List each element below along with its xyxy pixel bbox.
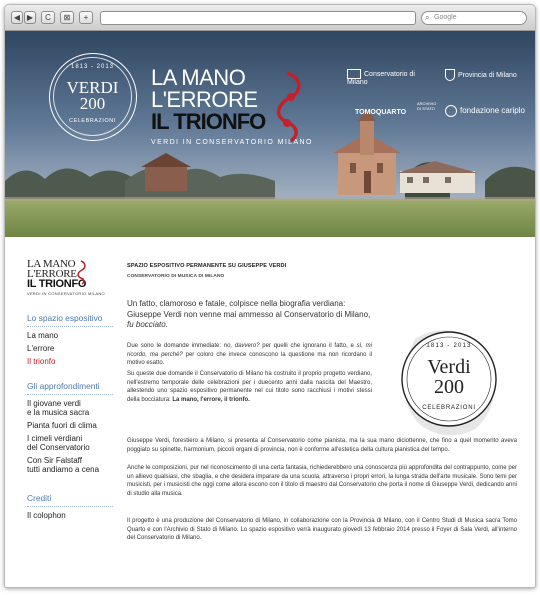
sidebar-logo-line2: L'ERRORE — [27, 268, 77, 280]
nav-item-colophon[interactable]: Il colophon — [27, 511, 66, 520]
tabs-button[interactable]: ⊠ — [60, 11, 74, 24]
nav-item-errore[interactable]: L'errore — [27, 344, 55, 353]
sidebar-logo-line1: LA MANO — [27, 258, 76, 270]
article-paragraph-3: Giuseppe Verdi, forestiero a Milano, si presenta al Conservatorio come pianista, ma la sua mano diciottenne, che fino a quel momento aveva poggiato su spinette, harmonium, piccoli organi di provincia, non è conforme all'estetica della cultura pianistica del tempo. — [127, 438, 517, 453]
article-paragraph-1: Due sono le domande immediate: no, davvero? per quelli che ignorano il fatto, e sì, mi ricordo, ma perché? per coloro che invece conoscono la questione ma non ricordano il motivo esatto. — [127, 343, 372, 367]
nav-heading-approfondimenti: Gli approfondimenti — [27, 381, 113, 395]
seal-name: Verdi — [427, 356, 471, 378]
page-content — [5, 237, 535, 588]
hero-title-line2: L'ERRORE — [151, 87, 258, 112]
nav-item-cimeli[interactable]: I cimeli verdiani del Conservatorio — [27, 434, 90, 452]
cariplo-logo-icon — [445, 105, 457, 117]
hero-seal-caption: CELEBRAZIONI — [69, 118, 116, 124]
verdi-200-seal — [397, 319, 503, 443]
search-placeholder: Google — [434, 14, 457, 21]
seal-years: 1813 - 2013 — [426, 343, 472, 349]
partner-tomoquarto: TOMOQUARTO — [355, 109, 407, 116]
seal-caption: CELEBRAZIONI — [422, 405, 476, 411]
hero-tagline: VERDI IN CONSERVATORIO MILANO — [151, 139, 313, 146]
browser-window — [4, 4, 536, 588]
back-button[interactable]: ◀ — [11, 11, 23, 24]
hero-banner — [5, 31, 535, 237]
provincia-crest-icon — [445, 69, 455, 81]
nav-item-pianta[interactable]: Pianta fuori di clima — [27, 421, 97, 430]
address-bar[interactable] — [100, 11, 416, 25]
sidebar-logo[interactable] — [27, 259, 117, 296]
hero-verdi-seal — [49, 53, 137, 141]
article-kicker-sub: CONSERVATORIO DI MUSICA DI MILANO — [127, 274, 225, 279]
hero-title-line3: IL TRIONFO — [151, 109, 266, 134]
nav-approfondimenti — [27, 381, 113, 478]
search-icon: ⌕ — [425, 13, 430, 22]
hero-title-line1: LA MANO — [151, 65, 246, 90]
hero-seal-years: 1813 - 2013 — [70, 64, 115, 70]
nav-crediti — [27, 493, 113, 524]
partner-archivio: ARCHIVIO DI STATO — [417, 101, 437, 111]
hero-seal-name: VERDI — [66, 78, 119, 97]
forward-button[interactable]: ▶ — [24, 11, 36, 24]
sidebar-red-knot-icon — [73, 259, 89, 285]
nav-spazio — [27, 313, 113, 370]
article — [127, 263, 517, 542]
article-kicker: SPAZIO ESPOSITIVO PERMANENTE SU GIUSEPPE VERDI — [127, 263, 287, 269]
article-intro: Un fatto, clamoroso e fatale, colpisce nella biografia verdiana: Giuseppe Verdi non venne mai ammesso al Conservatorio di Milano, fu bocciato. — [127, 299, 371, 329]
reload-button[interactable]: C — [41, 11, 55, 24]
nav-item-falstaff[interactable]: Con Sir Falstaff tutti andiamo a cena — [27, 456, 100, 474]
partner-cariplo: fondazione cariplo — [445, 105, 529, 117]
partner-conservatorio: Conservatorio di Milano — [347, 70, 415, 86]
red-knot-icon — [257, 67, 317, 147]
article-paragraph-4: Anche le composizioni, pur nel riconoscimento di una certa fantasia, richiederebbero una conoscenza più approfondita del contrappunto, come per un allievo qualsiasi, che sbaglia, e che desidera imparare da una scuola, attraverso i propri errori, la lunga strada dell'arte musicale. Sono temi per musicisti, per i musicisti che oggi come allora escono con il titolo di maestro dal Conservatorio che porta il nome di Giuseppe Verdi, dedicando anni di studio alla musica. — [127, 465, 517, 497]
hero-seal-number: 200 — [79, 94, 106, 113]
nav-heading-spazio: Lo spazio espositivo — [27, 313, 113, 327]
seal-number: 200 — [434, 376, 464, 398]
browser-toolbar — [5, 5, 535, 31]
partner-provincia: Provincia di Milano — [445, 69, 525, 81]
article-paragraph-2: Su queste due domande il Conservatorio di Milano ha costruito il proprio progetto verdiano, nell'estremo temporale delle celebrazioni per i duecento anni dalla nascita del Maestro, allestendo uno spazio espositivo permanente nel cui titolo sono racchiusi i motivi stessi della bocciatura: La mano, l'errore, il trionfo. — [127, 371, 372, 403]
sidebar-logo-line3: IL TRIONFO — [27, 278, 87, 290]
search-input[interactable] — [421, 11, 527, 25]
nav-heading-crediti: Crediti — [27, 493, 113, 507]
sidebar-logo-sub: VERDI IN CONSERVATORIO MILANO — [27, 291, 105, 296]
nav-item-giovane-verdi[interactable]: Il giovane verdi e la musica sacra — [27, 399, 90, 417]
article-paragraph-5: Il progetto è una produzione del Conservatorio di Milano, in collaborazione con la Provincia di Milano, con il Centro Studi di Musica sacra Tomo Quarto e con l'Archivio di Stato di Milano. Lo spazio espositivo verrà inaugurato giovedì 13 febbraio 2014 presso il Foyer di Sala Verdi, all'interno del Conservatorio di Milano. — [127, 518, 517, 542]
nav-item-trionfo[interactable]: Il trionfo — [27, 357, 56, 366]
new-tab-button[interactable]: + — [79, 11, 93, 24]
nav-item-la-mano[interactable]: La mano — [27, 331, 59, 340]
conservatorio-logo-icon — [347, 69, 361, 79]
